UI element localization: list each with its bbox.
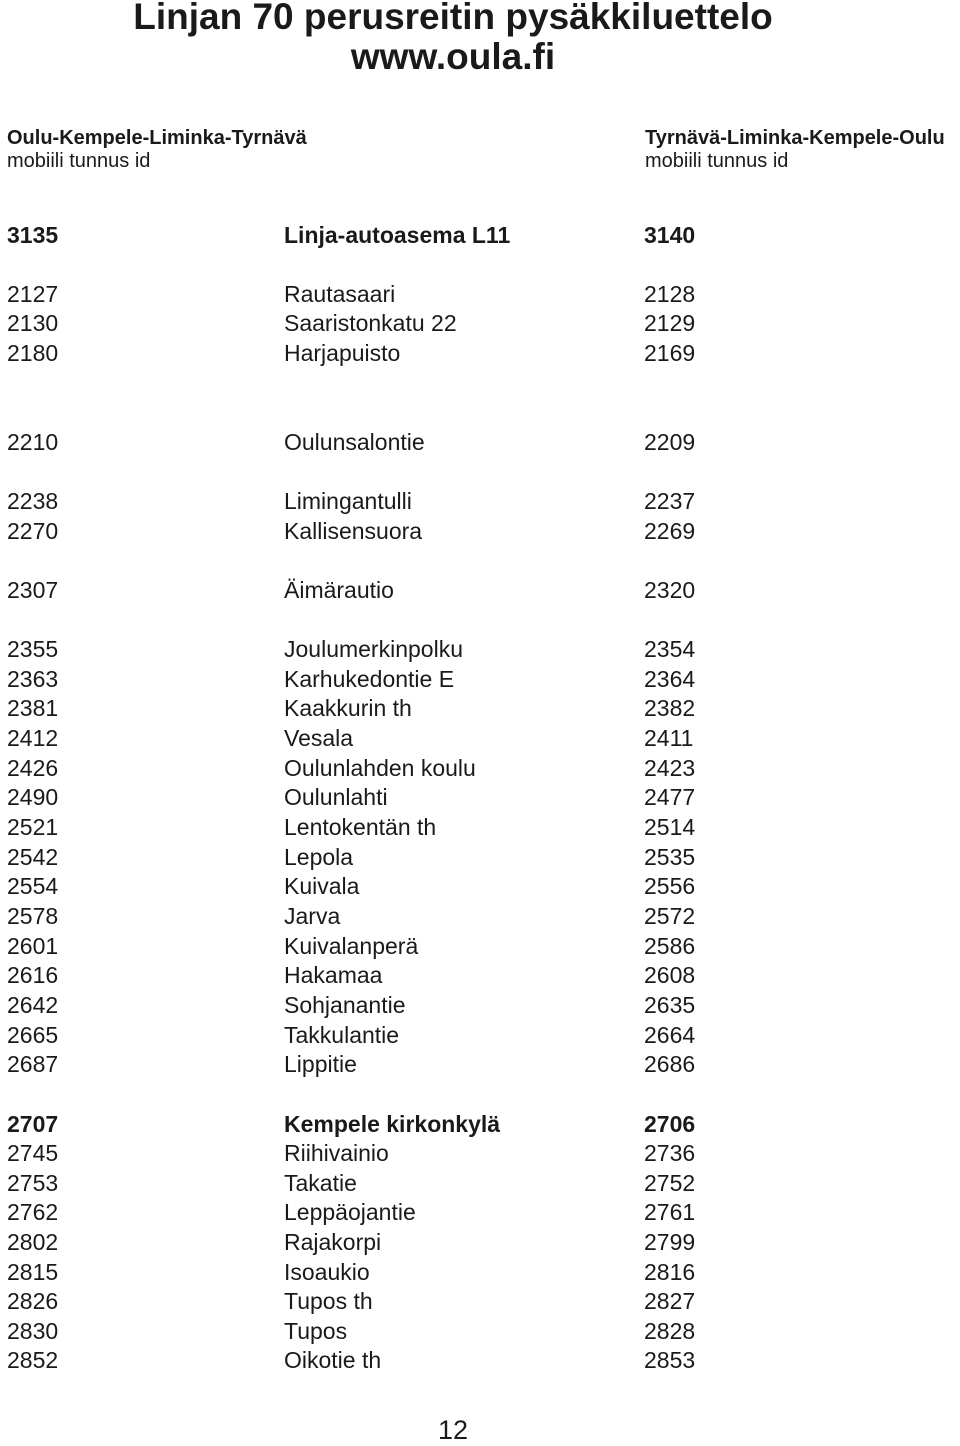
stop-name: Kallisensuora bbox=[284, 518, 423, 544]
stop-name: Kuivalanperä bbox=[284, 933, 419, 959]
stop-id-outbound: 2426 bbox=[7, 755, 59, 781]
stop-id-return: 2706 bbox=[644, 1111, 696, 1137]
stop-row bbox=[0, 754, 960, 783]
stop-id-return: 2423 bbox=[644, 755, 696, 781]
stop-row bbox=[0, 783, 960, 812]
stop-name: Lentokentän th bbox=[284, 814, 437, 840]
stop-id-outbound: 2815 bbox=[7, 1259, 59, 1285]
stop-row bbox=[0, 221, 960, 250]
stop-id-outbound: 2363 bbox=[7, 666, 59, 692]
stop-id-outbound: 2852 bbox=[7, 1347, 59, 1373]
stop-id-return: 2364 bbox=[644, 666, 696, 692]
page-title: Linjan 70 perusreitin pysäkkiluettelo bbox=[133, 0, 773, 37]
stop-id-outbound: 2521 bbox=[7, 814, 59, 840]
stop-id-return: 2535 bbox=[644, 844, 696, 870]
stop-id-return: 2411 bbox=[644, 725, 694, 751]
stop-row bbox=[0, 1110, 960, 1139]
stop-id-outbound: 2707 bbox=[7, 1111, 59, 1137]
stop-name: Kaakkurin th bbox=[284, 695, 412, 721]
stop-name: Limingantulli bbox=[284, 488, 412, 514]
website-url: www.oula.fi bbox=[350, 36, 556, 77]
stop-row bbox=[0, 1287, 960, 1316]
stop-name: Tupos th bbox=[284, 1288, 373, 1314]
stop-name: Karhukedontie E bbox=[284, 666, 455, 692]
stop-name: Takatie bbox=[284, 1170, 357, 1196]
direction-header-outbound bbox=[7, 127, 307, 173]
stop-name: Rajakorpi bbox=[284, 1229, 382, 1255]
stop-row bbox=[0, 724, 960, 753]
page-number: 12 bbox=[437, 1415, 469, 1445]
stop-row bbox=[0, 902, 960, 931]
stop-id-outbound: 2180 bbox=[7, 340, 59, 366]
stop-id-outbound: 2578 bbox=[7, 903, 59, 929]
stop-id-return: 2686 bbox=[644, 1051, 696, 1077]
stop-id-outbound: 2355 bbox=[7, 636, 59, 662]
stop-id-return: 2799 bbox=[644, 1229, 696, 1255]
stop-id-return: 2556 bbox=[644, 873, 696, 899]
stop-row bbox=[0, 339, 960, 368]
stop-id-outbound: 2542 bbox=[7, 844, 59, 870]
stop-row bbox=[0, 932, 960, 961]
stop-name: Joulumerkinpolku bbox=[284, 636, 463, 662]
stop-row bbox=[0, 961, 960, 990]
stop-row bbox=[0, 309, 960, 338]
stop-row bbox=[0, 1346, 960, 1375]
stop-id-outbound: 2238 bbox=[7, 488, 59, 514]
stop-id-return: 2269 bbox=[644, 518, 696, 544]
stop-name: Hakamaa bbox=[284, 962, 383, 988]
stop-id-return: 2382 bbox=[644, 695, 696, 721]
stop-row bbox=[0, 843, 960, 872]
stop-id-return: 2736 bbox=[644, 1140, 696, 1166]
stop-name: Linja-autoasema L11 bbox=[284, 222, 511, 248]
stop-row bbox=[0, 1228, 960, 1257]
stop-name: Riihivainio bbox=[284, 1140, 389, 1166]
stop-row bbox=[0, 1139, 960, 1168]
stop-row bbox=[0, 428, 960, 457]
stop-id-return: 2664 bbox=[644, 1022, 696, 1048]
stop-name: Kempele kirkonkylä bbox=[284, 1111, 501, 1137]
stop-id-outbound: 2127 bbox=[7, 281, 59, 307]
stop-name: Saaristonkatu 22 bbox=[284, 310, 457, 336]
stop-name: Harjapuisto bbox=[284, 340, 401, 366]
stop-row bbox=[0, 1169, 960, 1198]
stop-name: Rautasaari bbox=[284, 281, 396, 307]
stop-id-return: 2128 bbox=[644, 281, 696, 307]
stop-id-return: 2477 bbox=[644, 784, 696, 810]
stop-id-return: 2237 bbox=[644, 488, 696, 514]
stop-name: Lepola bbox=[284, 844, 354, 870]
stop-id-outbound: 2642 bbox=[7, 992, 59, 1018]
stop-id-outbound: 2616 bbox=[7, 962, 59, 988]
stop-id-return: 2827 bbox=[644, 1288, 696, 1314]
direction-header-return bbox=[645, 127, 945, 173]
stop-row bbox=[0, 872, 960, 901]
stop-row bbox=[0, 517, 960, 546]
stop-id-outbound: 2130 bbox=[7, 310, 59, 336]
stop-id-outbound: 2826 bbox=[7, 1288, 59, 1314]
stop-row bbox=[0, 665, 960, 694]
stop-id-return: 2635 bbox=[644, 992, 696, 1018]
stop-row bbox=[0, 991, 960, 1020]
stop-id-outbound: 2753 bbox=[7, 1170, 59, 1196]
stop-row bbox=[0, 694, 960, 723]
stop-name: Isoaukio bbox=[284, 1259, 370, 1285]
stop-name: Kuivala bbox=[284, 873, 360, 899]
column-label-outbound: mobiili tunnus id bbox=[7, 150, 151, 172]
stop-id-outbound: 2381 bbox=[7, 695, 59, 721]
stop-name: Sohjanantie bbox=[284, 992, 406, 1018]
stop-id-outbound: 3135 bbox=[7, 222, 59, 248]
stop-name: Oulunsalontie bbox=[284, 429, 425, 455]
stop-row bbox=[0, 635, 960, 664]
stop-name: Oikotie th bbox=[284, 1347, 382, 1373]
stop-id-outbound: 2210 bbox=[7, 429, 59, 455]
stop-id-return: 3140 bbox=[644, 222, 696, 248]
stop-id-return: 2320 bbox=[644, 577, 696, 603]
stop-name: Vesala bbox=[284, 725, 354, 751]
stop-id-return: 2572 bbox=[644, 903, 696, 929]
stop-name: Takkulantie bbox=[284, 1022, 400, 1048]
stop-id-outbound: 2412 bbox=[7, 725, 59, 751]
stop-row bbox=[0, 813, 960, 842]
route-name-outbound: Oulu-Kempele-Liminka-Tyrnävä bbox=[7, 127, 307, 149]
stop-id-return: 2816 bbox=[644, 1259, 696, 1285]
stop-id-return: 2853 bbox=[644, 1347, 696, 1373]
stop-name: Oulunlahti bbox=[284, 784, 388, 810]
stop-id-outbound: 2307 bbox=[7, 577, 59, 603]
stop-id-outbound: 2830 bbox=[7, 1318, 59, 1344]
stop-id-return: 2828 bbox=[644, 1318, 696, 1344]
stop-id-return: 2514 bbox=[644, 814, 696, 840]
stop-row bbox=[0, 576, 960, 605]
stop-id-outbound: 2762 bbox=[7, 1199, 59, 1225]
stop-name: Lippitie bbox=[284, 1051, 357, 1077]
stop-name: Oulunlahden koulu bbox=[284, 755, 476, 781]
stop-row bbox=[0, 1317, 960, 1346]
stop-id-return: 2586 bbox=[644, 933, 696, 959]
stop-id-return: 2169 bbox=[644, 340, 696, 366]
route-name-return: Tyrnävä-Liminka-Kempele-Oulu bbox=[645, 127, 945, 149]
stop-name: Leppäojantie bbox=[284, 1199, 416, 1225]
stop-id-return: 2752 bbox=[644, 1170, 696, 1196]
stop-name: Tupos bbox=[284, 1318, 348, 1344]
stop-id-outbound: 2687 bbox=[7, 1051, 59, 1077]
stop-id-return: 2209 bbox=[644, 429, 696, 455]
stop-id-return: 2761 bbox=[644, 1199, 696, 1225]
stop-id-outbound: 2490 bbox=[7, 784, 59, 810]
stop-row bbox=[0, 1258, 960, 1287]
stop-id-return: 2354 bbox=[644, 636, 696, 662]
stop-id-outbound: 2601 bbox=[7, 933, 59, 959]
stop-row bbox=[0, 280, 960, 309]
stop-id-outbound: 2270 bbox=[7, 518, 59, 544]
stop-id-return: 2129 bbox=[644, 310, 696, 336]
stop-name: Äimärautio bbox=[284, 577, 394, 603]
stop-row bbox=[0, 487, 960, 516]
stop-id-outbound: 2554 bbox=[7, 873, 59, 899]
stop-id-outbound: 2802 bbox=[7, 1229, 59, 1255]
stop-name: Jarva bbox=[284, 903, 341, 929]
stop-id-outbound: 2745 bbox=[7, 1140, 59, 1166]
stop-row bbox=[0, 1198, 960, 1227]
stop-row bbox=[0, 1050, 960, 1079]
column-label-return: mobiili tunnus id bbox=[645, 150, 789, 172]
stop-id-return: 2608 bbox=[644, 962, 696, 988]
stop-id-outbound: 2665 bbox=[7, 1022, 59, 1048]
stop-row bbox=[0, 1021, 960, 1050]
